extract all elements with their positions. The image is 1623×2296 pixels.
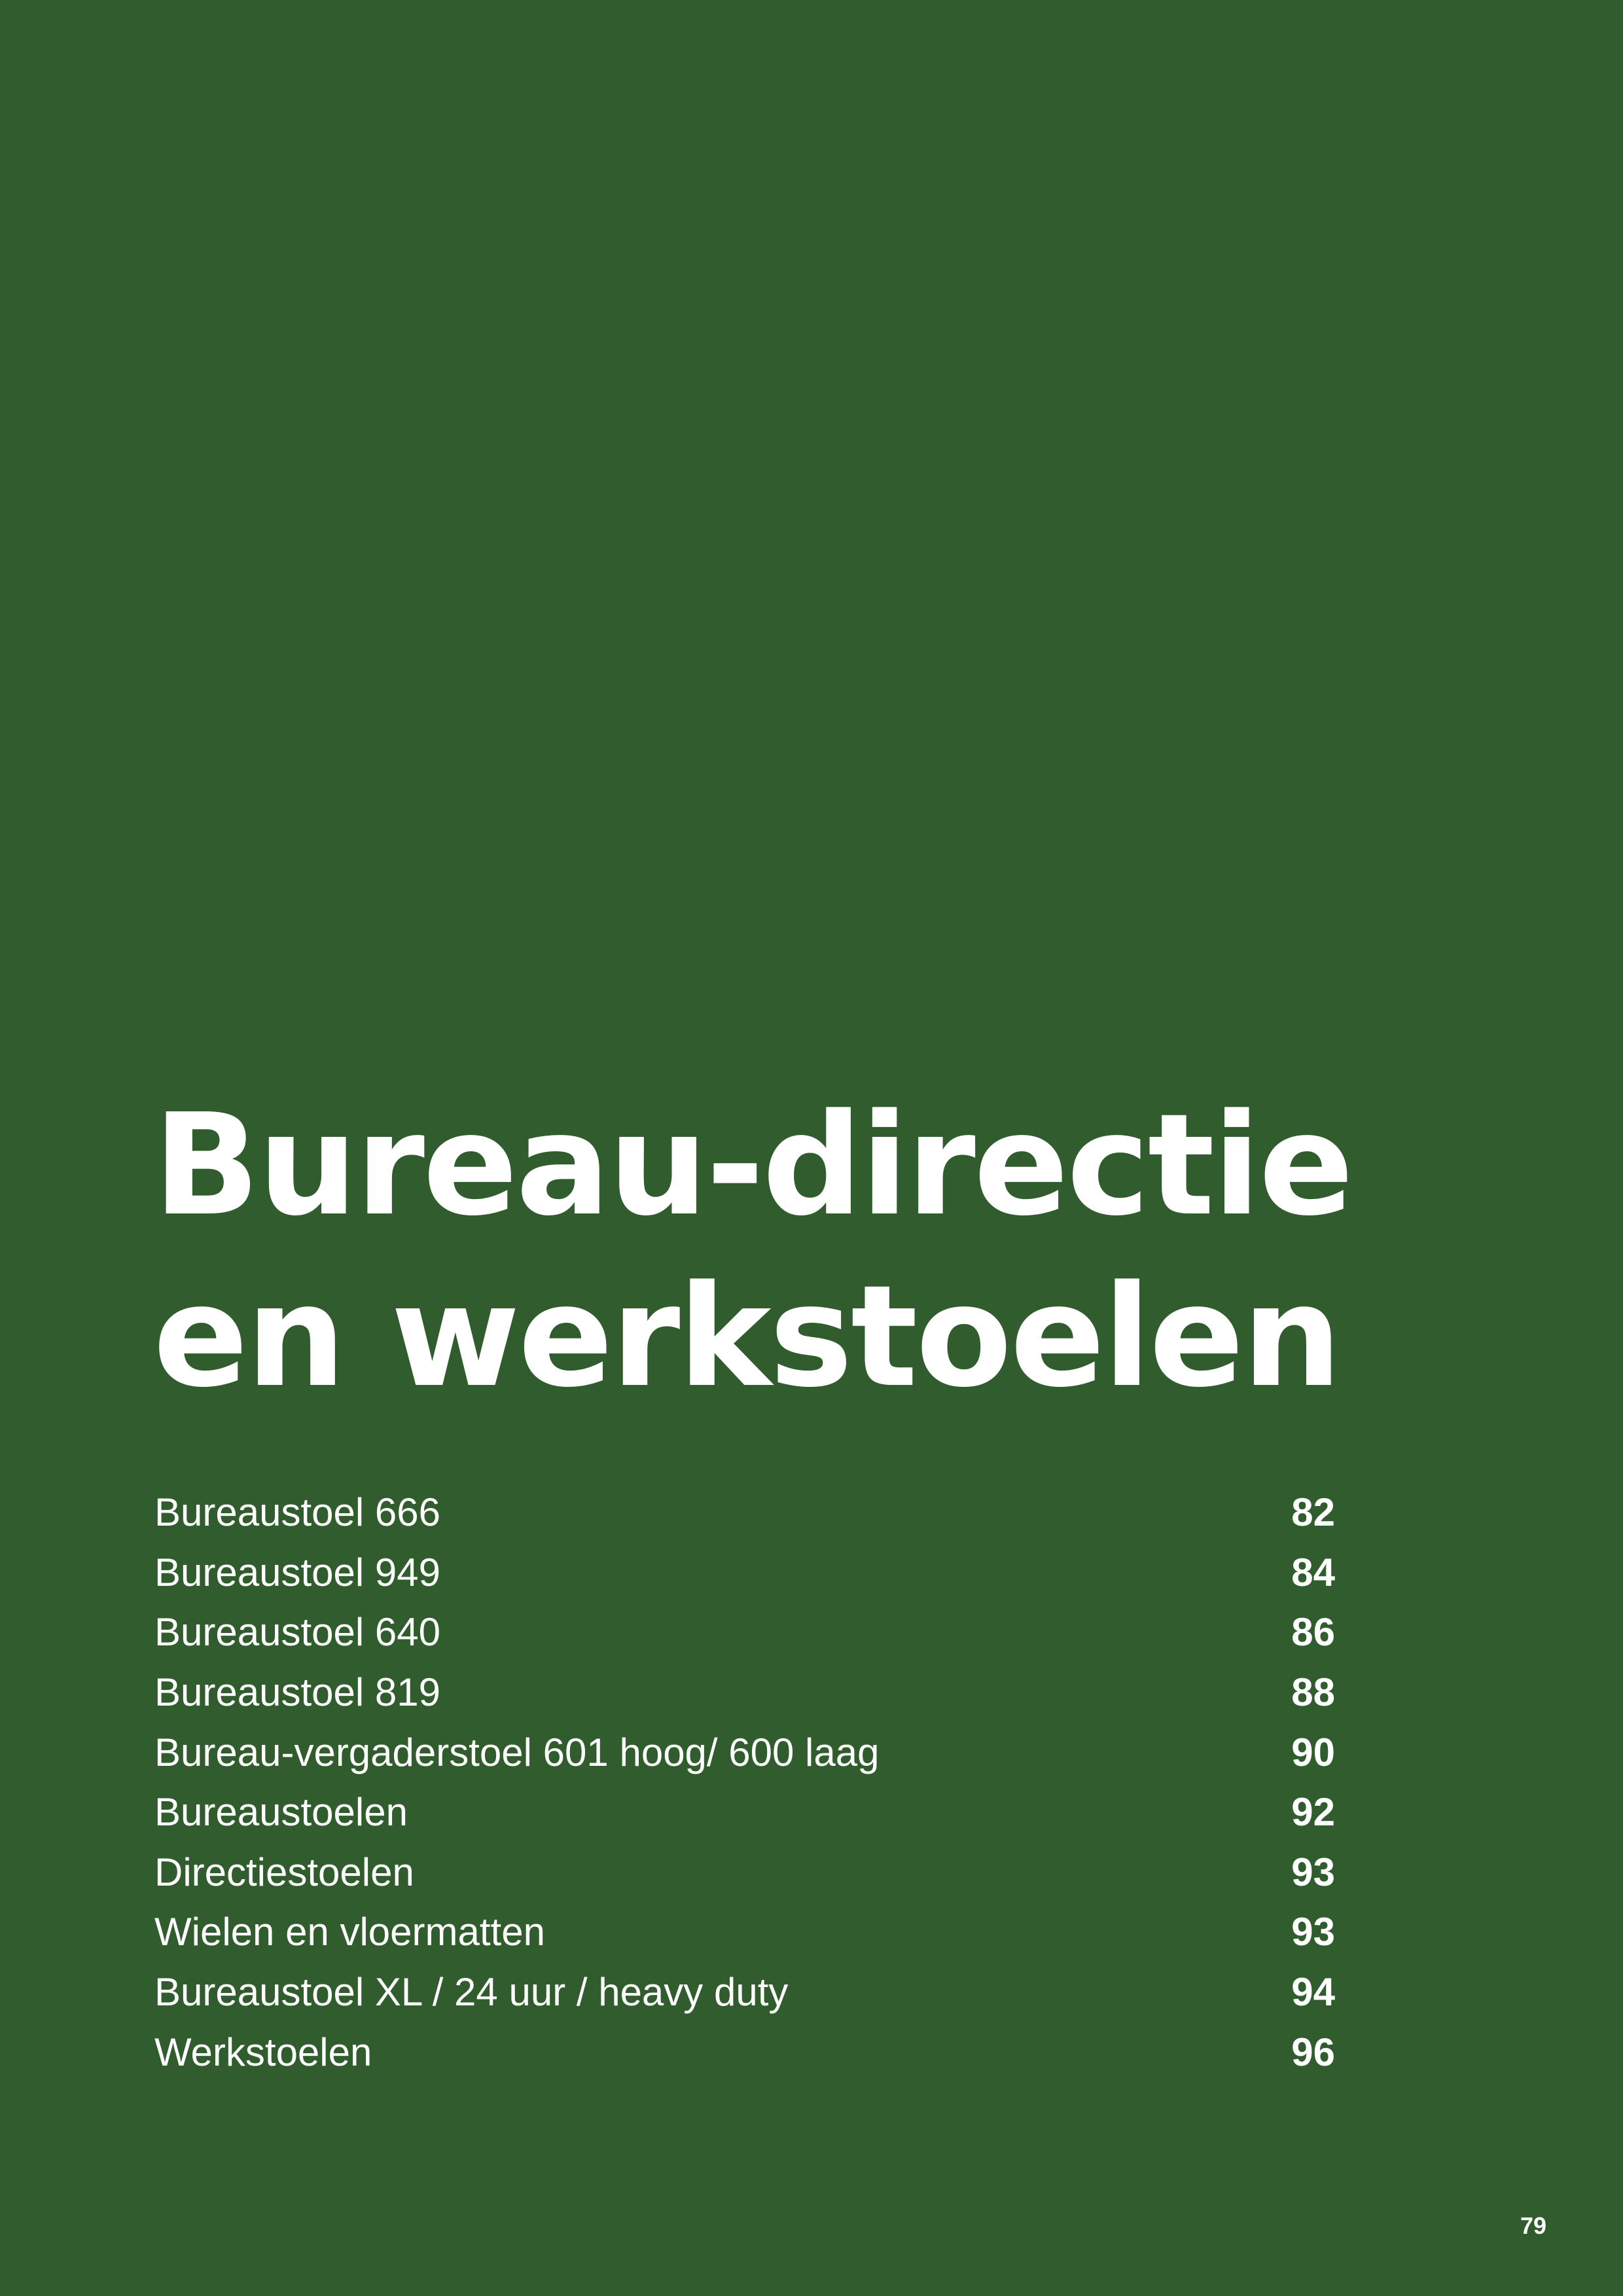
toc-entry-label: Bureaustoelen [154, 1790, 408, 1835]
section-title-line-1: Bureau-directie [153, 1084, 1352, 1247]
toc-entry-page-number: 90 [1291, 1730, 1335, 1774]
page-number: 79 [1520, 2212, 1546, 2239]
toc-entry-label: Wielen en vloermatten [154, 1910, 545, 1954]
toc-entry-page-number: 86 [1291, 1610, 1335, 1655]
toc-entry[interactable] [154, 1962, 1335, 2022]
toc-entry[interactable] [154, 1902, 1335, 1962]
toc-entry-label: Bureau-vergaderstoel 601 hoog/ 600 laag [154, 1730, 880, 1774]
toc-entry-label: Bureaustoel 949 [154, 1550, 440, 1594]
section-title-line-2: en werkstoelen [153, 1255, 1340, 1418]
toc-entry[interactable] [154, 1482, 1335, 1543]
toc-entry[interactable] [154, 1842, 1335, 1903]
toc-entry[interactable] [154, 1662, 1335, 1723]
toc-entry-label: Werkstoelen [154, 2030, 372, 2074]
toc-entry[interactable] [154, 1782, 1335, 1842]
toc-entry[interactable] [154, 1602, 1335, 1662]
toc-entry-page-number: 82 [1291, 1490, 1335, 1535]
section-title [153, 1080, 1352, 1423]
toc-entry-label: Bureaustoel XL / 24 uur / heavy duty [154, 1970, 789, 2015]
toc-entry[interactable] [154, 2022, 1335, 2082]
toc-entry-label: Bureaustoel 819 [154, 1670, 440, 1715]
toc-entry-label: Directiestoelen [154, 1850, 414, 1894]
toc-entry-page-number: 94 [1291, 1970, 1335, 2015]
toc-entry-page-number: 88 [1291, 1670, 1335, 1715]
toc-entry[interactable] [154, 1722, 1335, 1782]
toc-entry-label: Bureaustoel 640 [154, 1610, 440, 1655]
table-of-contents [154, 1482, 1335, 2082]
toc-entry-page-number: 92 [1291, 1790, 1335, 1835]
toc-entry-page-number: 93 [1291, 1910, 1335, 1954]
toc-entry-page-number: 84 [1291, 1550, 1335, 1594]
toc-entry[interactable] [154, 1543, 1335, 1603]
toc-entry-page-number: 96 [1291, 2030, 1335, 2074]
toc-entry-page-number: 93 [1291, 1850, 1335, 1894]
toc-entry-label: Bureaustoel 666 [154, 1490, 440, 1535]
